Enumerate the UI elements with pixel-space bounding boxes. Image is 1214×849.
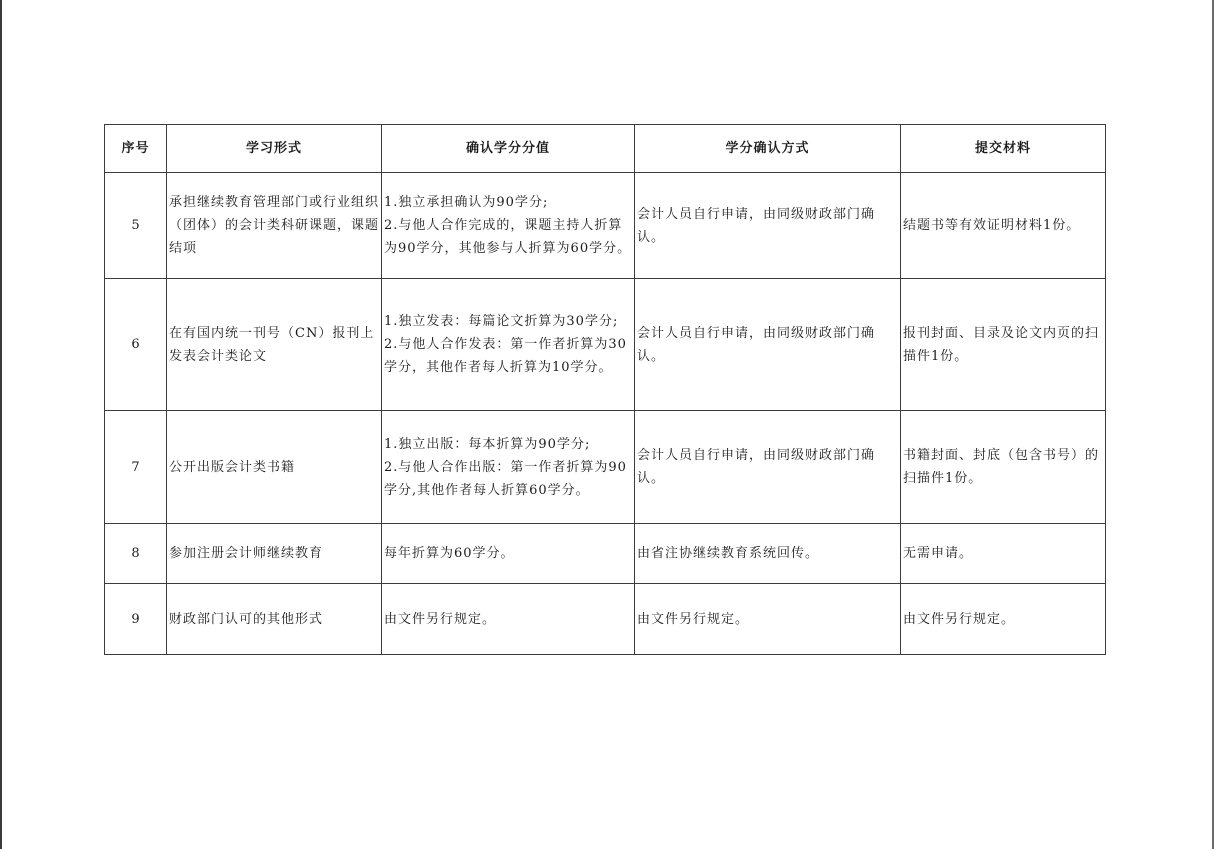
table-row <box>105 411 1106 524</box>
credit-line: 由文件另行规定。 <box>384 611 497 627</box>
header-index: 序号 <box>105 125 167 173</box>
cell-method: 会计人员自行申请，由同级财政部门确认。 <box>635 173 901 279</box>
table-header-row <box>105 125 1106 173</box>
cell-index: 6 <box>105 279 167 411</box>
cell-form: 在有国内统一刊号（CN）报刊上发表会计类论文 <box>167 279 382 411</box>
cell-materials: 书籍封面、封底（包含书号）的扫描件1份。 <box>901 411 1106 524</box>
credit-line: 1.独立出版：每本折算为90学分; <box>384 436 591 452</box>
cell-index: 5 <box>105 173 167 279</box>
header-method: 学分确认方式 <box>635 125 901 173</box>
credit-line: 1.独立承担确认为90学分; <box>384 195 549 210</box>
credit-table <box>104 124 1106 655</box>
table-row <box>105 173 1106 279</box>
credit-line: 2.与他人合作完成的，课题主持人折算为90学分，其他参与人折算为60学分。 <box>384 218 632 256</box>
credit-line: 每年折算为60学分。 <box>384 546 515 561</box>
table-row <box>105 279 1106 411</box>
cell-credit <box>382 173 635 279</box>
page-edge-left <box>0 0 2 849</box>
header-credit: 确认学分分值 <box>382 125 635 173</box>
cell-method: 由文件另行规定。 <box>635 584 901 655</box>
cell-index: 7 <box>105 411 167 524</box>
cell-credit <box>382 411 635 524</box>
cell-form: 公开出版会计类书籍 <box>167 411 382 524</box>
table-row <box>105 524 1106 584</box>
cell-credit <box>382 524 635 584</box>
cell-form: 承担继续教育管理部门或行业组织（团体）的会计类科研课题，课题结项 <box>167 173 382 279</box>
cell-form: 财政部门认可的其他形式 <box>167 584 382 655</box>
credit-line: 1.独立发表：每篇论文折算为30学分; <box>384 314 619 329</box>
cell-index: 8 <box>105 524 167 584</box>
cell-credit <box>382 279 635 411</box>
credit-line: 2.与他人合作发表：第一作者折算为30学分，其他作者每人折算为10学分。 <box>384 337 627 375</box>
cell-method: 会计人员自行申请，由同级财政部门确认。 <box>635 279 901 411</box>
cell-form: 参加注册会计师继续教育 <box>167 524 382 584</box>
cell-materials: 报刊封面、目录及论文内页的扫描件1份。 <box>901 279 1106 411</box>
cell-index: 9 <box>105 584 167 655</box>
cell-materials: 结题书等有效证明材料1份。 <box>901 173 1106 279</box>
cell-method: 由省注协继续教育系统回传。 <box>635 524 901 584</box>
credit-line: 2.与他人合作出版：第一作者折算为90学分,其他作者每人折算60学分。 <box>384 459 627 498</box>
cell-materials: 无需申请。 <box>901 524 1106 584</box>
header-form: 学习形式 <box>167 125 382 173</box>
cell-method: 会计人员自行申请，由同级财政部门确认。 <box>635 411 901 524</box>
header-materials: 提交材料 <box>901 125 1106 173</box>
cell-credit <box>382 584 635 655</box>
table-row <box>105 584 1106 655</box>
cell-materials: 由文件另行规定。 <box>901 584 1106 655</box>
